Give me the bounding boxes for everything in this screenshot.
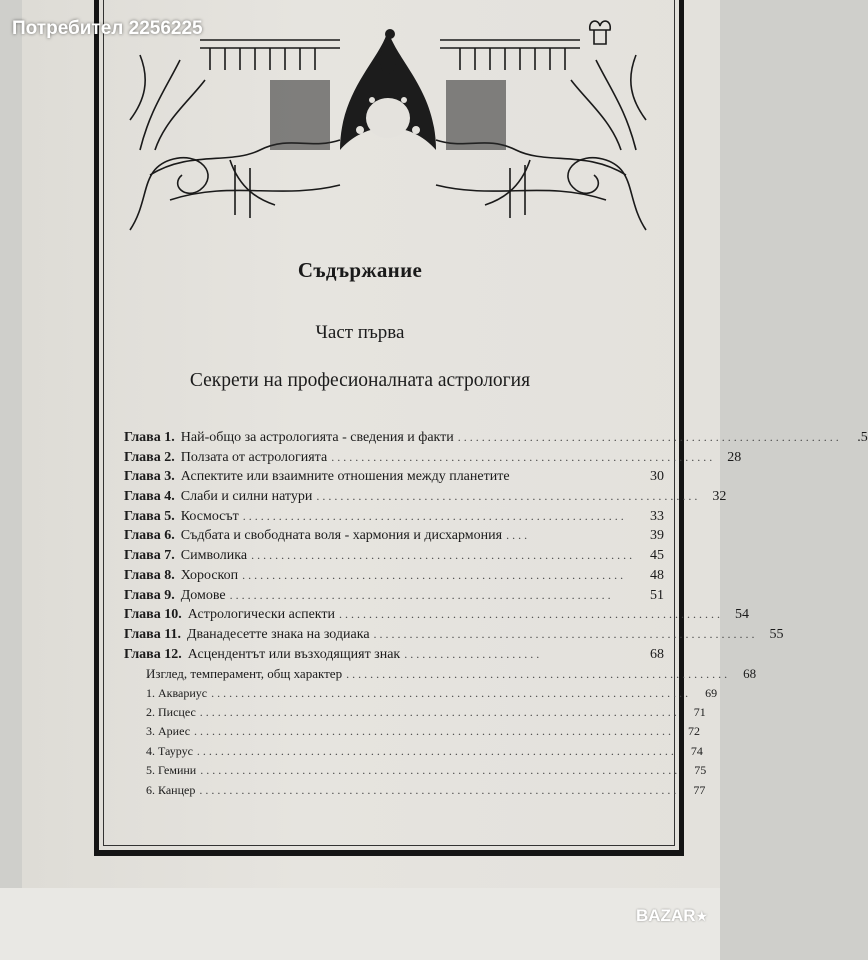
toc-entry: Глава 7. Символика ................................................................ 45 [124, 548, 664, 564]
toc-entry: Глава 3. Аспектите или взаимните отношения между планетите 30 [124, 469, 664, 485]
toc-sign-entry: 5. Гемини ................................................................................ 75 [146, 763, 707, 778]
bazar-logo: BAZAR★ [636, 906, 709, 925]
toc-entry: Глава 6. Съдбата и свободната воля - хармония и дисхармония .... 39 [124, 528, 664, 544]
page-lower-area [0, 888, 720, 960]
username-watermark: Потребител 2256225 [12, 18, 203, 39]
toc-entry: Глава 1. Най-общо за астрологията - сведения и факти ................................................................ .5 [124, 430, 868, 445]
toc-entry: Глава 5. Космосът ................................................................ 33 [124, 508, 664, 524]
part-subtitle: Секрети на професионалната астрология [189, 370, 531, 391]
toc-entry: Глава 4. Слаби и силни натури ................................................................ 32 [124, 489, 727, 505]
toc-entry: Глава 9. Домове ................................................................ 51 [124, 587, 664, 603]
toc-entry: Глава 8. Хороскоп ................................................................ 48 [124, 567, 664, 583]
toc-entry: Глава 10. Астрологически аспекти ................................................................ 54 [124, 607, 750, 623]
toc-subsection: Изглед, темперамент, общ характер ................................................................ 68 [146, 666, 757, 682]
toc-sign-entry: 6. Канцер ................................................................................ 77 [146, 782, 706, 797]
toc-sign-entry: 3. Ариес ................................................................................ 72 [146, 724, 701, 739]
star-icon: ★ [695, 908, 709, 924]
toc-entry: Глава 12. Асцендентът или възходящият знак ....................... 68 [124, 646, 664, 662]
part-heading: Част първа [315, 322, 405, 343]
toc-sign-entry: 4. Таурус ................................................................................ 74 [146, 743, 703, 758]
table-of-contents [124, 430, 868, 802]
toc-sign-entry: 2. Писцес ................................................................................ 71 [146, 705, 706, 720]
toc-entry: Глава 11. Дванадесетте знака на зодиака ................................................................ 55 [124, 626, 784, 642]
contents-title: Съдържание [297, 258, 423, 282]
toc-entry: Глава 2. Ползата от астрологията ................................................................ 28 [124, 449, 742, 465]
toc-sign-entry: 1. Аквариус ................................................................................ 69 [146, 685, 718, 700]
